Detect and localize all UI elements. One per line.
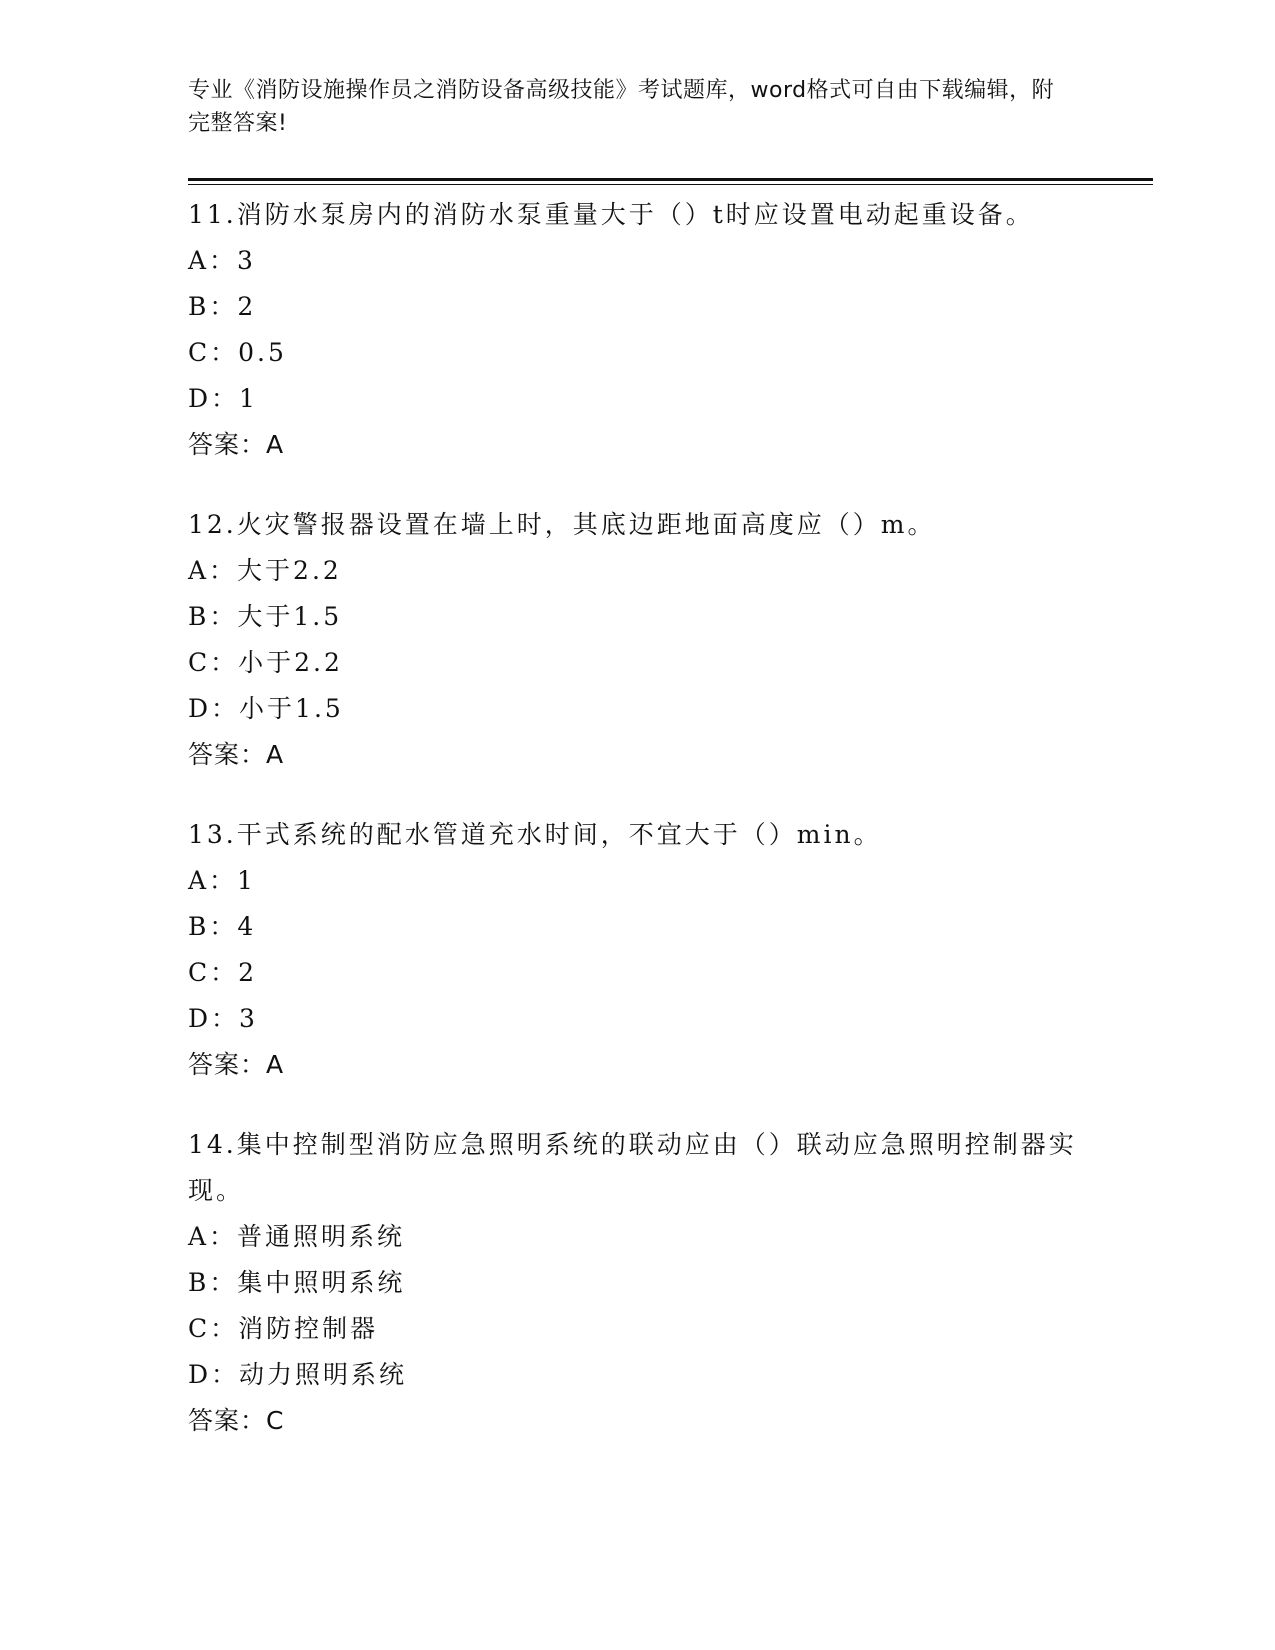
answer-line: 答案：A (188, 740, 285, 769)
question-12 (188, 502, 1088, 778)
option-a: A：大于2.2 (188, 556, 342, 585)
option-d: D：1 (188, 384, 258, 413)
option-a: A：普通照明系统 (188, 1222, 406, 1251)
header-divider-thin (188, 184, 1153, 185)
question-list (188, 192, 1088, 1478)
question-11 (188, 192, 1088, 468)
answer-line: 答案：A (188, 1050, 285, 1079)
option-a: A：3 (188, 246, 256, 275)
option-b: B：集中照明系统 (188, 1268, 406, 1297)
question-stem: 11.消防水泵房内的消防水泵重量大于（）t时应设置电动起重设备。 (188, 200, 1034, 229)
option-b: B：4 (188, 912, 257, 941)
question-stem: 13.干式系统的配水管道充水时间，不宜大于（）min。 (188, 820, 882, 849)
question-stem: 12.火灾警报器设置在墙上时，其底边距地面高度应（）m。 (188, 510, 936, 539)
option-d: D：3 (188, 1004, 258, 1033)
answer-line: 答案：A (188, 430, 285, 459)
option-d: D：小于1.5 (188, 694, 344, 723)
option-d: D：动力照明系统 (188, 1360, 408, 1389)
option-c: C：小于2.2 (188, 648, 343, 677)
document-header: 专业《消防设施操作员之消防设备高级技能》考试题库，word格式可自由下载编辑，附完整答案! (188, 78, 1055, 136)
option-c: C：消防控制器 (188, 1314, 379, 1343)
question-14 (188, 1122, 1088, 1444)
option-b: B：2 (188, 292, 257, 321)
option-b: B：大于1.5 (188, 602, 343, 631)
header-divider-thick (188, 178, 1153, 181)
option-a: A：1 (188, 866, 256, 895)
question-stem: 14.集中控制型消防应急照明系统的联动应由（）联动应急照明控制器实现。 (188, 1130, 1077, 1205)
question-13 (188, 812, 1088, 1088)
answer-line: 答案：C (188, 1406, 285, 1435)
option-c: C：0.5 (188, 338, 287, 367)
option-c: C：2 (188, 958, 258, 987)
